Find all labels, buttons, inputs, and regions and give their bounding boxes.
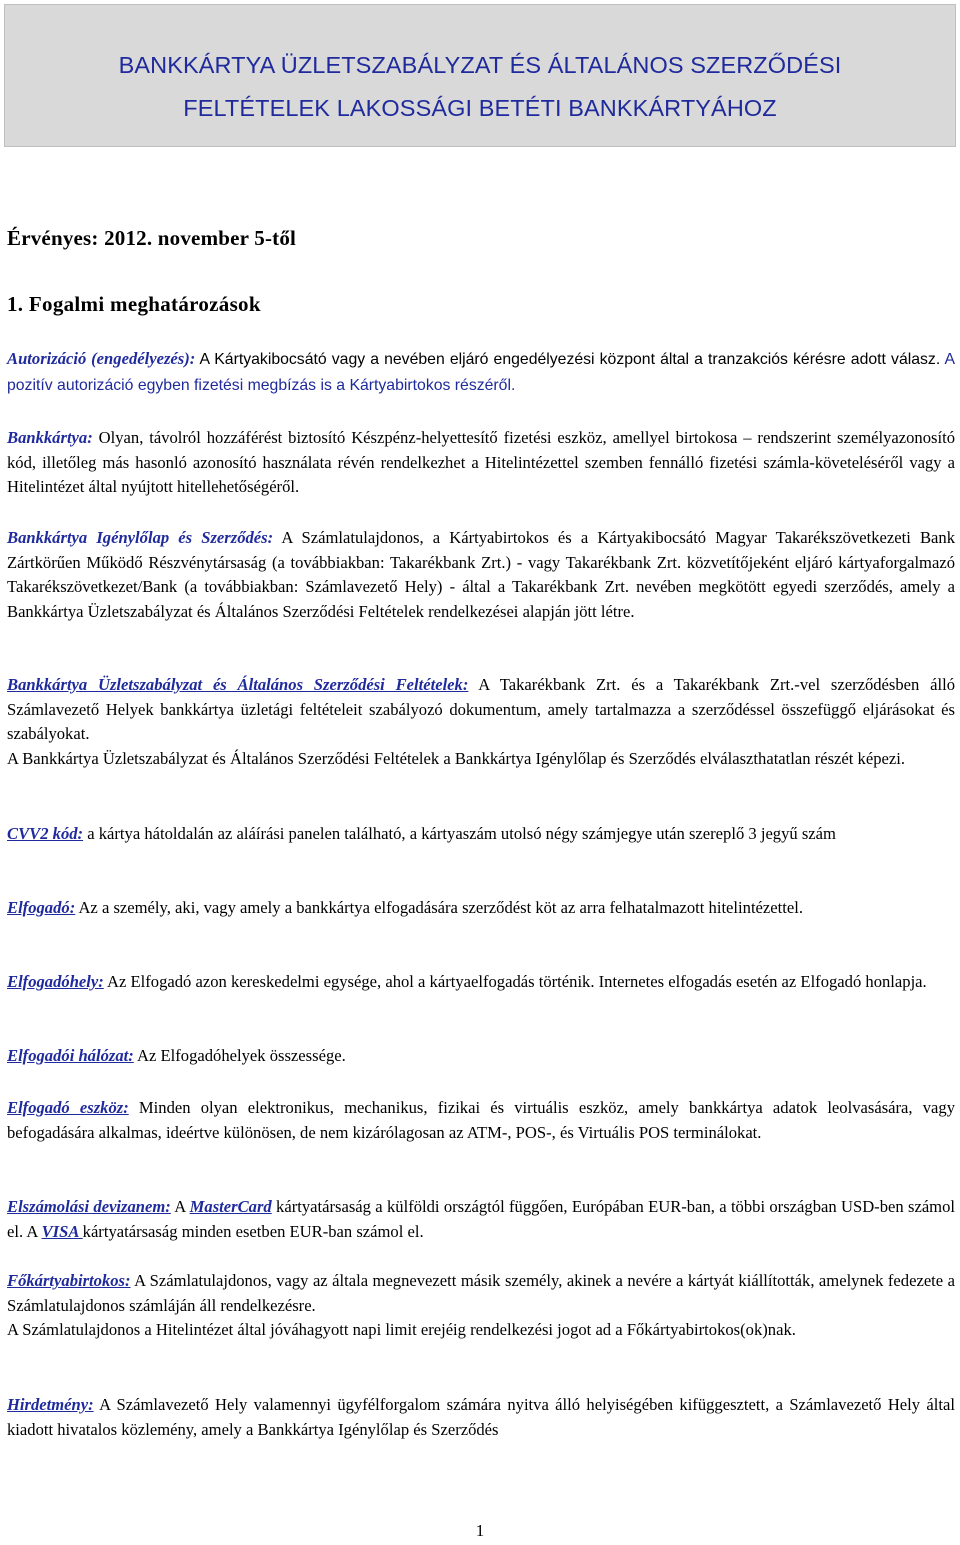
term-elfogado: Elfogadó: — [7, 898, 76, 917]
term-hirdetmeny: Hirdetmény: — [7, 1395, 94, 1414]
definition-text: A Számlatulajdonos, vagy az általa megnevezett másik személy, akinek a nevére a kártyát kiállították, amelynek fedezete a Számlatulajdonos számláján áll rendelkezésre. — [7, 1271, 955, 1315]
definition-igenylolap — [7, 526, 955, 624]
definition-elfogado — [7, 896, 955, 921]
document-title-line-1: BANKKÁRTYA ÜZLETSZABÁLYZAT ÉS ÁLTALÁNOS SZERZŐDÉSI — [118, 52, 842, 78]
document-title-line-2: FELTÉTELEK LAKOSSÁGI BETÉTI BANKKÁRTYÁHOZ — [183, 95, 777, 121]
document-title-box — [4, 4, 956, 147]
definition-hirdetmeny — [7, 1393, 955, 1442]
definition-devizanem — [7, 1195, 955, 1244]
mastercard-label: MasterCard — [189, 1197, 272, 1216]
validity-date: Érvényes: 2012. november 5-től — [7, 226, 297, 250]
term-eszkoz: Elfogadó eszköz: — [7, 1098, 129, 1117]
definition-text-highlight: A pozitív autorizáció egyben fizetési megbízás is a Kártyabirtokos részéről. — [7, 351, 955, 394]
definition-cvv2 — [7, 822, 955, 847]
term-cvv2: CVV2 kód: — [7, 824, 84, 843]
definition-text: Az Elfogadó azon kereskedelmi egysége, ahol a kártyaelfogadás történik. Internetes elfogadás esetén az Elfogadó honlapja. — [103, 972, 927, 991]
term-fokartya: Főkártyabirtokos: — [7, 1271, 131, 1290]
definition-autorizacio — [7, 347, 955, 398]
term-igenylolap: Bankkártya Igénylőlap és Szerződés: — [7, 528, 274, 547]
term-autorizacio: Autorizáció (engedélyezés): — [7, 349, 196, 368]
term-devizanem: Elszámolási devizanem: — [7, 1197, 171, 1216]
definition-elfogadohely — [7, 970, 955, 995]
definition-bankkartya — [7, 426, 955, 500]
definition-text: kártyatársaság minden esetben EUR-ban számol el. — [82, 1221, 424, 1241]
page-number: 1 — [475, 1521, 485, 1540]
definition-text-2: A Bankkártya Üzletszabályzat és Általános Szerződési Feltételek a Bankkártya Igénylőlap és Szerződés elválaszthatatlan részét képezi. — [7, 748, 905, 768]
term-bankkartya: Bankkártya: — [7, 428, 93, 447]
definition-uzletszabalyzat — [7, 673, 955, 771]
definition-halozat — [7, 1044, 955, 1069]
term-uzletszabalyzat: Bankkártya Üzletszabályzat és Általános Szerződési Feltételek: — [7, 675, 469, 694]
definition-text: A Számlavezető Hely valamennyi ügyfélforgalom számára nyitva álló helyiségében kifüggesztett, a Számlavezető Hely által kiadott hivatalos közlemény, amely a Bankkártya Igénylőlap és Szerződés — [7, 1395, 955, 1439]
definition-text: A Takarékbank Zrt. és a Takarékbank Zrt.-vel szerződésben álló Számlavezető Helyek bankkártya üzletági feltételeit szabályozó dokumentum, amely tartalmazza a szerződéssel összefüggő eljárásokat és szabályokat. — [7, 675, 955, 743]
definition-text: A Számlatulajdonos, a Kártyabirtokos és a Kártyakibocsátó Magyar Takarékszövetkezeti Bank Zártkörűen Működő Részvénytársaság (a továbbiakban: Takarékbank Zrt.) - vagy Takarékbank Zrt. közvetítőjeként eljáró kártyaforgalmazó Takarékszövetkezet/Bank (a továbbiakban: Számlavezető Hely) - által a Takarékbank Zrt. nevében megkötött egyedi szerződés, amely a Bankkártya Üzletszabályzat és Általános Szerződési Feltételek rendelkezései alapján jött létre. — [7, 528, 956, 621]
definition-text: Az a személy, aki, vagy amely a bankkártya elfogadására szerződést köt az arra felhatalmazott hitelintézettel. — [75, 898, 803, 917]
term-halozat: Elfogadói hálózat: — [7, 1046, 134, 1065]
definition-text: A Kártyakibocsátó vagy a nevében eljáró engedélyezési központ által a tranzakciós kérésre adott válasz. — [195, 351, 941, 368]
definition-eszkoz — [7, 1096, 955, 1145]
definition-fokartya — [7, 1269, 955, 1343]
visa-label: VISA — [41, 1221, 83, 1241]
definition-text: a kártya hátoldalán az aláírási panelen található, a kártyaszám utolsó négy számjegye után szereplő 3 jegyű szám — [83, 824, 836, 843]
term-elfogadohely: Elfogadóhely: — [7, 972, 104, 991]
definition-text: Minden olyan elektronikus, mechanikus, fizikai és virtuális eszköz, amely bankkártya adatok leolvasására, vagy befogadására alkalmas, ideértve különösen, de nem kizárólagosan az ATM-, POS-, és Virtuális POS terminálokat. — [7, 1098, 955, 1142]
definition-text: A — [170, 1197, 190, 1216]
definition-text: Olyan, távolról hozzáférést biztosító Készpénz-helyettesítő fizetési eszköz, amellyel birtokosa – rendszerint személyazonosító kód, illetőleg más hasonló azonosító használata révén rendelkezhet a Hitelintézettel szemben fennálló fizetési számla-követeléséről vagy a Hitelintézet által nyújtott hitellehetőségéről. — [7, 428, 955, 496]
section-heading: 1. Fogalmi meghatározások — [7, 292, 261, 316]
definition-text: Az Elfogadóhelyek összessége. — [133, 1046, 346, 1065]
definition-text: kártyatársaság a külföldi országtól függően, Európában EUR-ban, a többi országban USD-ben számol el. A — [7, 1197, 955, 1241]
definition-text-2: A Számlatulajdonos a Hitelintézet által jóváhagyott napi limit erejéig rendelkezési jogot ad a Főkártyabirtokos(ok)nak. — [7, 1320, 796, 1339]
